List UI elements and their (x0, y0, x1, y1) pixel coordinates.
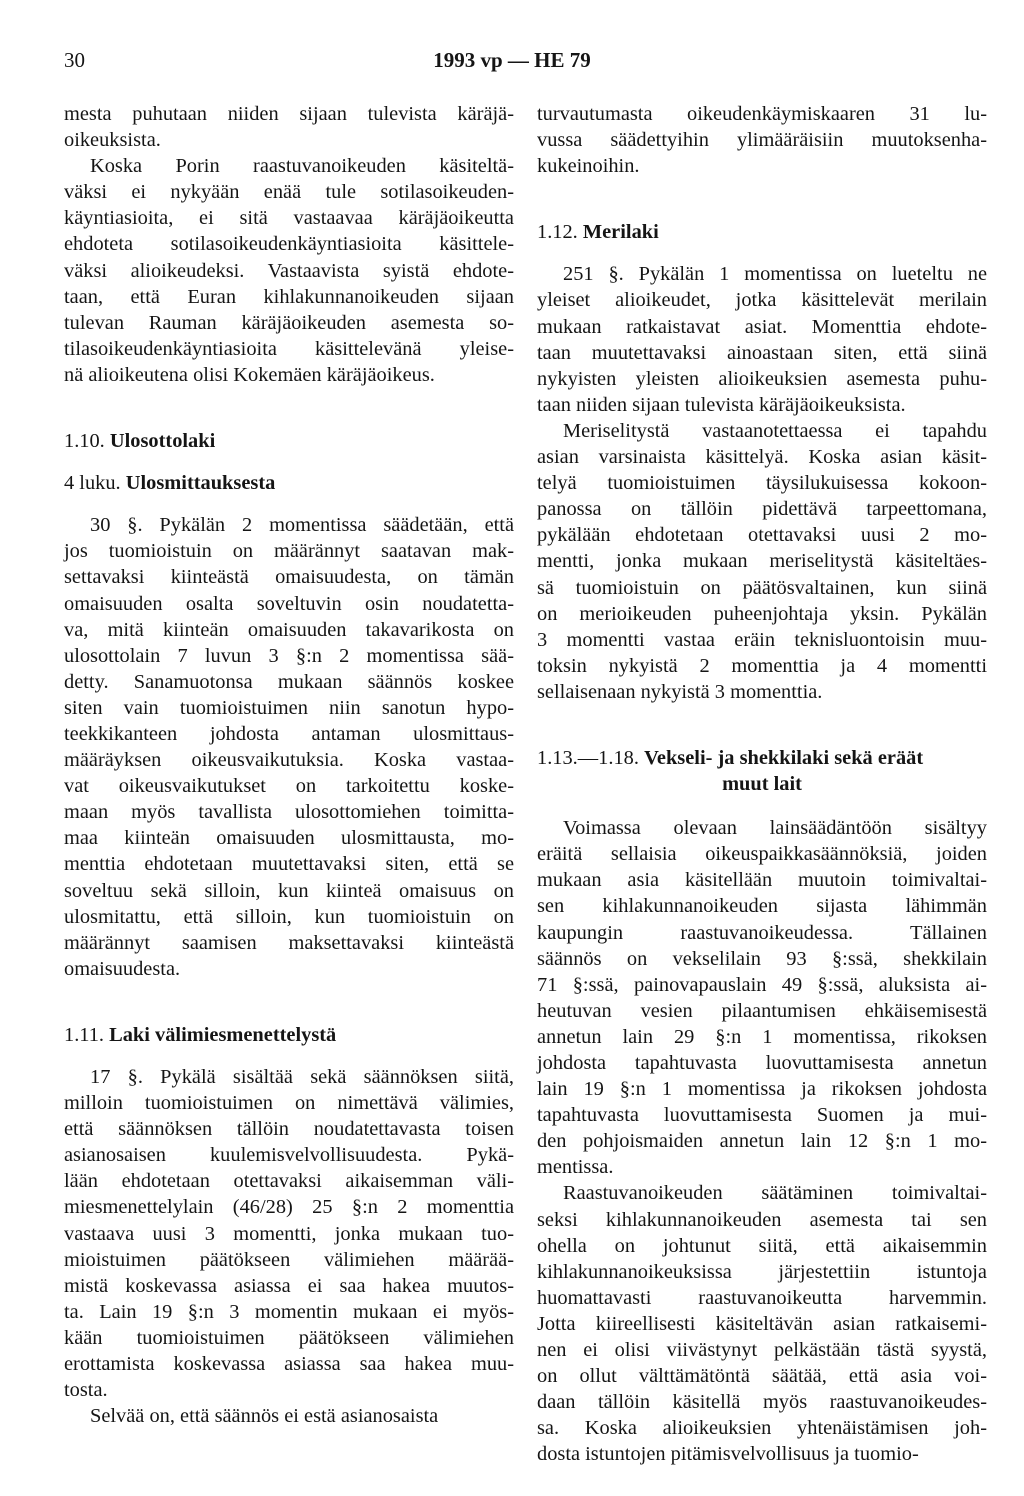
text-line: maan myös tavallista ulosottomiehen toimitta- (64, 801, 514, 824)
document-title: 1993 vp — HE 79 (433, 48, 591, 72)
text-line: johdosta tapahtuvasta luovuttamisesta annetun (537, 1052, 987, 1074)
text-line: väksi alioikeudeksi. Vastaavista syistä ehdote- (64, 259, 514, 282)
text-line: Selvää on, että säännös ei estä asianosaista (90, 1405, 439, 1428)
text-line: omaisuuden osalta soveltuvin osin noudatetta- (64, 592, 514, 615)
text-line: dosta istuntojen pitämisvelvollisuus ja tuomio- (537, 1443, 919, 1466)
text-line: seksi kihlakunnanoikeuden asemesta tai sen (537, 1208, 987, 1231)
text-line: on ollut välttämätöntä säätää, että asia voi- (537, 1365, 987, 1388)
text-line: sellaisenaan nykyistä 3 momenttia. (537, 680, 823, 703)
section-title: Laki välimiesmenettelystä (109, 1023, 337, 1046)
text-line: settavaksi kiinteästä omaisuudesta, on tämän (64, 566, 514, 589)
text-line: että säännöksen tällöin noudatettavasta toisen (64, 1118, 514, 1141)
text-line: ulosottolain 7 luvun 3 §:n 2 momentissa sää- (64, 644, 514, 667)
text-line: eräitä sellaisia oikeuspaikkasäännöksiä, joiden (537, 843, 987, 866)
text-line: 17 §. Pykälä sisältää sekä säännöksen siitä, (90, 1066, 514, 1088)
paragraph (537, 418, 987, 705)
text-line: mesta puhutaan niiden sijaan tulevista käräjä- (64, 103, 514, 125)
text-line: huomattavasti raastuvanoikeutta harvemmin. (537, 1286, 987, 1309)
section-number: 1.12. (537, 221, 578, 244)
text-line: 30 §. Pykälän 2 momentissa säädetään, että (90, 514, 514, 537)
chapter-number: 4 luku. (64, 472, 121, 495)
paragraph (537, 261, 987, 418)
text-line: pykälään ehdotetaan otettavaksi uusi 2 mo- (537, 524, 987, 547)
text-line: tulevan Rauman käräjäoikeuden asemesta so- (64, 311, 514, 334)
text-line: Jotta kiireellisesti käsiteltävän asian ratkaisemi- (537, 1312, 987, 1335)
text-line: määrännyt saamisen maksettavaksi kiinteästä (64, 931, 514, 954)
text-line: turvautumasta oikeudenkäymiskaaren 31 lu- (537, 103, 987, 125)
section-title-continued: muut lait (722, 773, 802, 796)
paragraph (537, 101, 987, 179)
text-line: Koska Porin raastuvanoikeuden käsiteltä- (90, 155, 514, 178)
section-heading-1-12 (537, 219, 987, 245)
text-line: telyä tuomioistuimen täysilukuisessa kokoon- (537, 472, 987, 495)
text-line: nen ei olisi viivästynyt pelkästään tästä syystä, (537, 1339, 987, 1362)
text-line: taan niiden sijaan tulevista käräjäoikeuksista. (537, 393, 906, 416)
text-line: menttia ehdotetaan muutettavaksi siten, että se (64, 853, 514, 876)
text-line: tilasoikeudenkäyntiasioita käsittelevänä yleise- (64, 337, 514, 360)
section-number: 1.11. (64, 1023, 105, 1046)
text-line: on merioikeuden puheenjohtaja yksin. Pykälän (537, 602, 987, 625)
text-line: Voimassa olevaan lainsäädäntöön sisältyy (563, 817, 987, 840)
text-line: kihlakunnanoikeuksissa järjestettiin istuntoja (537, 1260, 987, 1283)
text-line: detty. Sanamuotonsa mukaan säännös koskee (64, 670, 514, 693)
text-line: väksi ei nykyään enää tule sotilasoikeuden- (64, 181, 514, 204)
text-line: teekkikanteen johdosta antaman ulosmittaus- (64, 722, 514, 745)
text-line: tosta. (64, 1379, 108, 1402)
text-line: vastaava uusi 3 momentti, jonka mukaan tuo- (64, 1222, 514, 1245)
section-title: Merilaki (582, 221, 659, 244)
text-line: mukaan ratkaistavat asiat. Momenttia ehdote- (537, 315, 987, 338)
text-line: den pohjoismaiden annetun lain 12 §:n 1 mo- (537, 1130, 987, 1153)
text-line: ulosmitattu, että silloin, kun tuomioistuin on (64, 905, 514, 928)
text-line: 71 §:ssä, painovapauslain 49 §:ssä, aluksista ai- (537, 973, 987, 996)
text-line: Raastuvanoikeuden säätäminen toimivaltai- (563, 1182, 987, 1205)
right-column (537, 101, 987, 1468)
paragraph (64, 101, 514, 153)
paragraph (64, 153, 514, 388)
text-line: 3 momentti vastaa eräin teknisluontoisin muu- (537, 628, 987, 651)
page-header (64, 48, 960, 78)
text-line: Meriselitystä vastaanotettaessa ei tapahdu (563, 419, 987, 442)
text-line: nä alioikeutena olisi Kokemäen käräjäoikeus. (64, 363, 435, 386)
chapter-title: Ulosmittauksesta (125, 472, 276, 495)
section-title: Vekseli- ja shekkilaki sekä eräät (644, 746, 924, 769)
text-line: toksin nykyistä 2 momenttia ja 4 momentti (537, 654, 987, 677)
section-heading-1-11 (64, 1022, 514, 1048)
text-line: sa. Koska alioikeuksien yhtenäistämisen joh- (537, 1417, 987, 1440)
text-line: käyntiasioita, ei sitä vastaavaa käräjäoikeutta (64, 207, 514, 230)
text-line: ohella on johtunut siitä, että aikaisemmin (537, 1234, 987, 1257)
text-line: asian varsinaista käsittelyä. Koska asian käsit- (537, 446, 987, 469)
text-line: mentti, jonka mukaan meriselitystä käsiteltäes- (537, 550, 987, 573)
text-line: oikeuksista. (64, 129, 161, 152)
text-line: tapahtuvasta luovuttamisesta Suomen ja mui- (537, 1104, 987, 1127)
text-line: mioistuimen päätökseen välimiehen määrää- (64, 1248, 514, 1271)
text-line: jos tuomioistuin on määrännyt saatavan mak- (64, 540, 514, 563)
text-line: omaisuudesta. (64, 957, 181, 980)
section-title: Ulosottolaki (109, 430, 216, 453)
text-line: mukaan asia käsitellään muutoin toimivaltai- (537, 869, 987, 892)
text-line: kukeinoihin. (537, 155, 640, 178)
text-line: va, mitä kiinteän omaisuuden takavarikosta on (64, 618, 514, 641)
text-line: säännös on vekselilain 93 §:ssä, shekkilain (537, 947, 987, 970)
text-line: sä tuomioistuin on päätösvaltainen, kun siinä (537, 576, 987, 599)
paragraph (64, 512, 514, 982)
text-line: maa kiinteän omaisuuden ulosmittausta, mo- (64, 827, 514, 850)
text-line: mentissa. (537, 1156, 614, 1179)
text-line: määräyksen oikeusvaikutuksia. Koska vastaa- (64, 749, 514, 772)
section-heading-1-13-1-18 (537, 745, 987, 797)
text-line: yleiset alioikeudet, jotka käsittelevät merilain (537, 289, 987, 312)
section-heading-1-10 (64, 428, 514, 454)
text-line: ehdoteta sotilasoikeudenkäyntiasioita käsittele- (64, 233, 514, 256)
text-line: sen kihlakunnanoikeuden sijasta lähimmän (537, 895, 987, 918)
text-line: taan, että Euran kihlakunnanoikeuden sijaan (64, 285, 514, 308)
text-line: erottamista koskevassa asiassa saa hakea muu- (64, 1353, 514, 1376)
left-column (64, 101, 514, 1429)
text-line: daan tällöin käsitellä myös raastuvanoikeudes- (537, 1391, 987, 1414)
text-line: 251 §. Pykälän 1 momentissa on lueteltu ne (563, 263, 987, 286)
text-line: mistä koskevassa asiassa ei saa hakea muutos- (64, 1274, 514, 1297)
text-line: nykyisten yleisten alioikeuksien asemesta puhu- (537, 367, 987, 390)
text-line: heutuvan vesien pilaantumisen ehkäisemisestä (537, 999, 987, 1022)
text-line: siten vain tuomioistuimen niin sanotun hypo- (64, 696, 514, 719)
text-line: miesmenettelylain (46/28) 25 §:n 2 momenttia (64, 1196, 514, 1219)
section-number: 1.13.—1.18. (537, 746, 639, 769)
chapter-heading (64, 470, 514, 496)
text-line: milloin tuomioistuimen on nimettävä välimies, (64, 1092, 514, 1115)
text-line: lään ehdotetaan otettavaksi aikaisemman väli- (64, 1170, 514, 1193)
paragraph (64, 1403, 514, 1429)
paragraph (64, 1064, 514, 1403)
text-line: asianosaisen kuulemisvelvollisuudesta. Pykä- (64, 1144, 514, 1167)
text-line: panossa on tällöin pidettävä tarpeettomana, (537, 498, 987, 521)
text-line: annetun lain 29 §:n 1 momentissa, rikoksen (537, 1025, 987, 1048)
paragraph (537, 815, 987, 1180)
text-line: soveltuu sekä silloin, kun kiinteä omaisuus on (64, 879, 514, 902)
text-line: kään tuomioistuimen päätökseen välimiehen (64, 1326, 514, 1349)
text-line: ta. Lain 19 §:n 3 momentin mukaan ei myös- (64, 1300, 514, 1323)
paragraph (537, 1180, 987, 1467)
section-number: 1.10. (64, 430, 105, 453)
text-line: kaupungin raastuvanoikeudessa. Tällainen (537, 921, 987, 944)
text-line: taan muutettavaksi ainoastaan siten, että siinä (537, 341, 987, 364)
page-number: 30 (64, 48, 85, 72)
text-line: lain 19 §:n 1 momentissa ja rikoksen johdosta (537, 1078, 987, 1101)
text-line: vussa säädettyihin ylimääräisiin muutoksenha- (537, 129, 987, 152)
text-line: vat oikeusvaikutukset on tarkoitettu koske- (64, 775, 514, 798)
